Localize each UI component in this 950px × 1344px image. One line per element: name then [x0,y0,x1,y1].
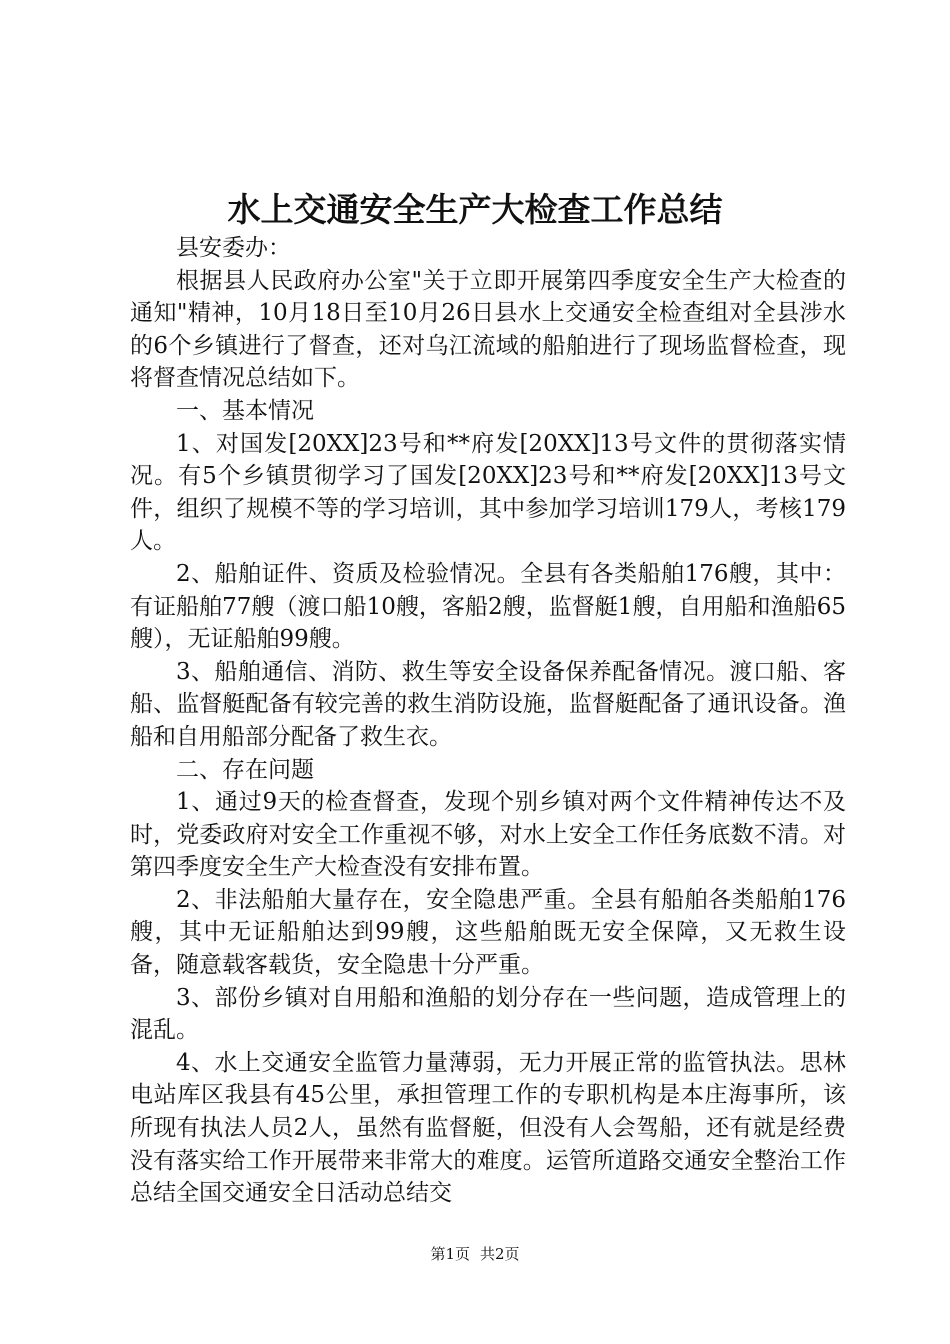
paragraph-problem-4: 4、水上交通安全监管力量薄弱，无力开展正常的监管执法。思林电站库区我县有45公里，承担管理工作的专职机构是本庄海事所，该所现有执法人员2人，虽然有监督艇，但没有人会驾船，还有就是经费没有落实给工作开展带来非常大的难度。运管所道路交通安全整治工作总结全国交通安全日活动总结交 [130,1049,846,1207]
salutation: 县安委办： [176,235,291,261]
paragraph-problem-3: 3、部份乡镇对自用船和渔船的划分存在一些问题，造成管理上的混乱。 [130,984,846,1044]
page-footer [0,1244,950,1264]
document-title: 水上交通安全生产大检查工作总结 [227,190,723,229]
paragraph-basic-1: 1、对国发[20XX]23号和**府发[20XX]13号文件的贯彻落实情况。有5个乡镇贯彻学习了国发[20XX]23号和**府发[20XX]13号文件，组织了规模不等的学习培训，其中参加学习培训179人，考核179人。 [130,430,846,555]
section-heading-problems: 二、存在问题 [176,756,314,783]
paragraph-basic-3: 3、船舶通信、消防、救生等安全设备保养配备情况。渡口船、客船、监督艇配备有较完善的救生消防设施，监督艇配备了通讯设备。渔船和自用船部分配备了救生衣。 [130,658,846,750]
paragraph-intro: 根据县人民政府办公室"关于立即开展第四季度安全生产大检查的通知"精神，10月18日至10月26日县水上交通安全检查组对全县涉水的6个乡镇进行了督查，还对乌江流域的船舶进行了现场监督检查，现将督查情况总结如下。 [130,267,846,392]
page-total: 共2页 [480,1245,520,1263]
paragraph-problem-1: 1、通过9天的检查督查，发现个别乡镇对两个文件精神传达不及时，党委政府对安全工作重视不够，对水上安全工作任务底数不清。对第四季度安全生产大检查没有安排布置。 [130,789,846,881]
page-number: 第1页 [430,1245,470,1263]
document-body [130,232,846,1210]
paragraph-problem-2: 2、非法船舶大量存在，安全隐患严重。全县有船舶各类船舶176艘，其中无证船舶达到99艘，这些船舶既无安全保障，又无救生设备，随意载客载货，安全隐患十分严重。 [130,886,846,979]
paragraph-basic-2: 2、船舶证件、资质及检验情况。全县有各类船舶176艘，其中：有证船舶77艘（渡口船10艘，客船2艘，监督艇1艘，自用船和渔船65艘），无证船舶99艘。 [130,560,846,653]
section-heading-basic: 一、基本情况 [176,397,314,424]
